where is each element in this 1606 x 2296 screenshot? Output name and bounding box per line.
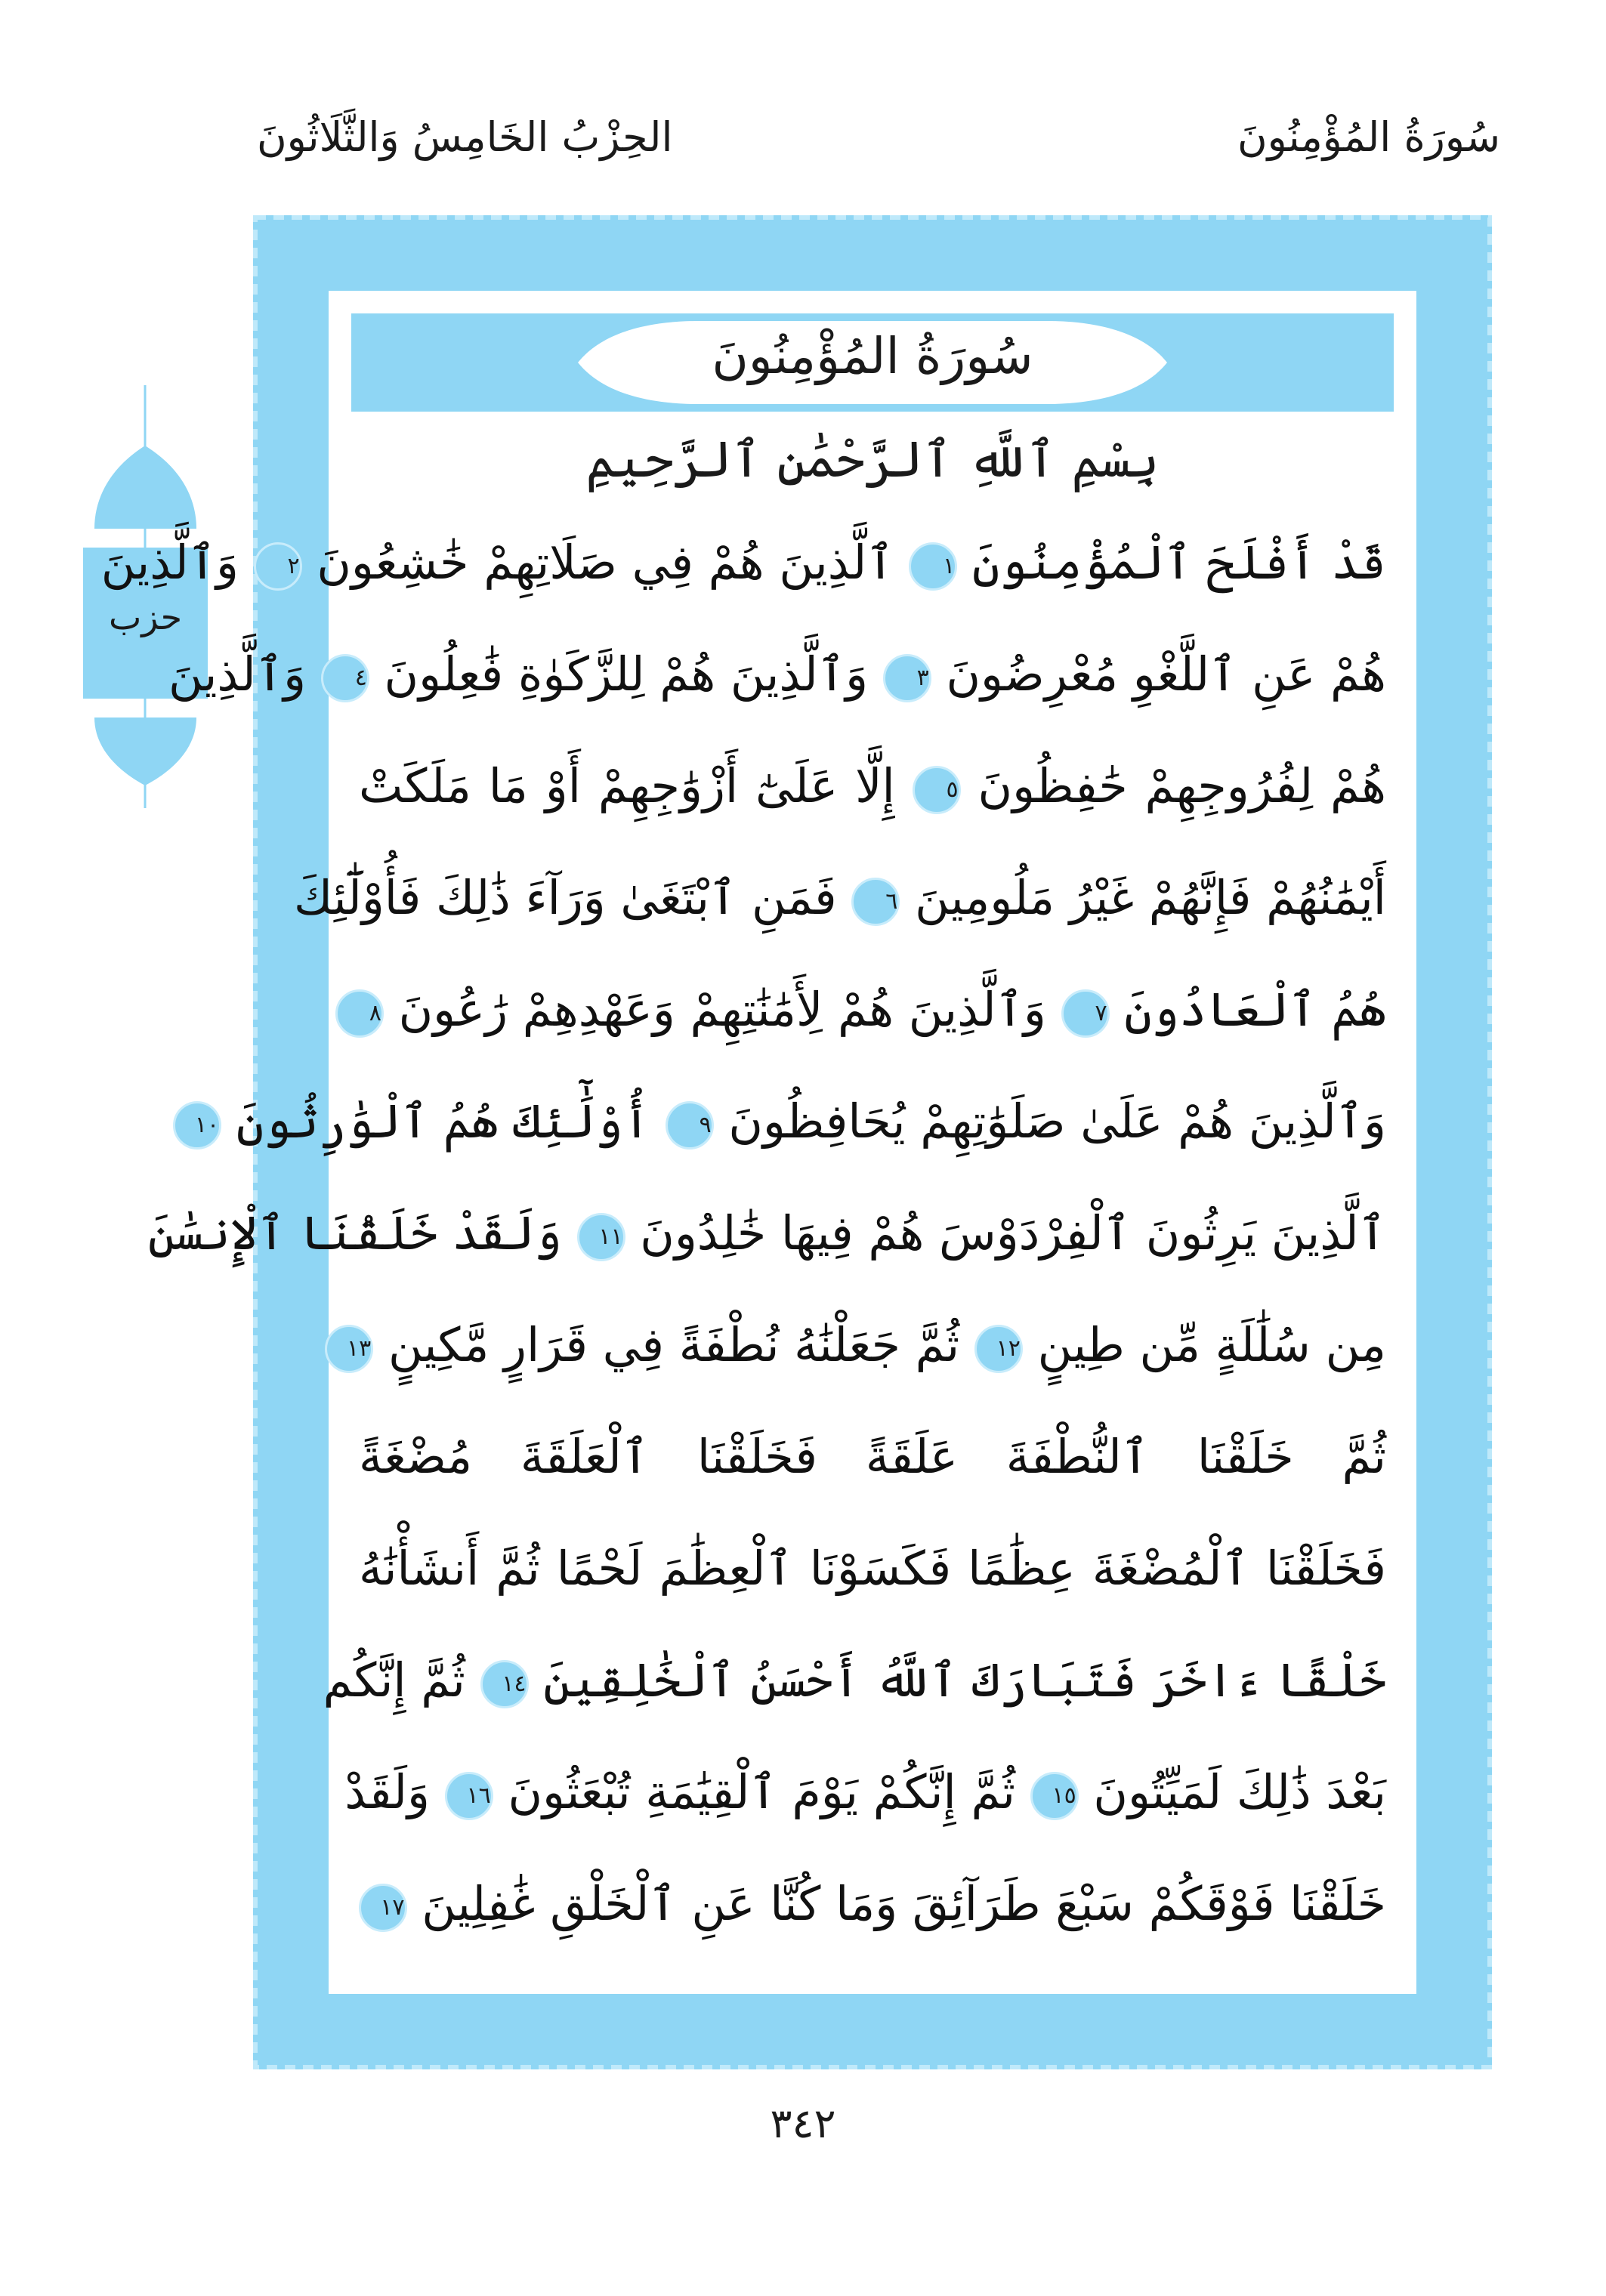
page-number: ٣٤٢ [770, 2100, 836, 2147]
verse-line [347, 1292, 1386, 1398]
verse-text: أَيْمَٰنُهُمْ فَإِنَّهُمْ غَيْرُ مَلُومِينَ [915, 870, 1386, 925]
ayah-number-marker: ١٤ [480, 1660, 529, 1708]
ayah-number-marker: ٨ [335, 989, 384, 1038]
hizb-name-header: الحِزْبُ الخَامِسُ وَالثَّلَاثُونَ [257, 113, 673, 161]
verse-line [168, 622, 1386, 727]
verse-text: هُمْ عَنِ ٱللَّغْوِ مُعْرِضُونَ [946, 647, 1386, 702]
verse-text: وَلَقَدْ [344, 1764, 430, 1819]
verse-text: وَٱلَّذِينَ هُمْ عَلَىٰ صَلَوَٰتِهِمْ يُحَافِظُونَ [728, 1094, 1386, 1149]
ayah-number-marker: ١١ [577, 1213, 625, 1261]
ayah-number-marker: ٢ [254, 542, 302, 591]
ayah-number-marker: ١٧ [359, 1884, 407, 1932]
verse-text: وَلَقَدْ خَلَقْنَا ٱلْإِنسَٰنَ [147, 1205, 562, 1261]
ayah-number-marker: ٤ [321, 654, 369, 702]
ayah-number-marker: ١٥ [1030, 1772, 1079, 1820]
verse-text: خَلْقًا ءَاخَرَ فَتَبَارَكَ ٱللَّهُ أَحْسَنُ ٱلْخَٰلِقِينَ [543, 1653, 1386, 1708]
ayah-number-marker: ٣ [883, 654, 931, 702]
verse-text: وَٱلَّذِينَ هُمْ لِأَمَٰنَٰتِهِمْ وَعَهْدِهِمْ رَٰعُونَ [398, 982, 1046, 1037]
verse-text: ثُمَّ إِنَّكُم [323, 1653, 465, 1708]
verse-text: فَخَلَقْنَا ٱلْمُضْغَةَ عِظَٰمًا فَكَسَوْنَا ٱلْعِظَٰمَ لَحْمًا ثُمَّ أَنشَأْنَٰهُ [359, 1541, 1386, 1596]
verse-line [147, 1180, 1386, 1286]
verse-text: أُوْلَٰٓئِكَ هُمُ ٱلْوَٰرِثُونَ [236, 1094, 650, 1149]
ayah-number-marker: ١٦ [445, 1772, 493, 1820]
verse-line [323, 1628, 1386, 1733]
verse-text: ٱلَّذِينَ هُمْ فِي صَلَاتِهِمْ خَٰشِعُونَ [317, 535, 894, 590]
verse-line [359, 733, 1386, 839]
verse-text: مِن سُلَٰلَةٍ مِّن طِينٍ [1037, 1317, 1386, 1372]
verse-line [100, 510, 1386, 616]
ayah-number-marker: ١ [909, 542, 957, 591]
ayah-number-marker: ٥ [913, 766, 961, 814]
verse-text: هُمْ لِفُرُوجِهِمْ حَٰفِظُونَ [977, 758, 1386, 813]
verse-text: ثُمَّ إِنَّكُمْ يَوْمَ ٱلْقِيَٰمَةِ تُبْعَثُونَ [508, 1764, 1015, 1819]
ayah-number-marker: ١٢ [974, 1325, 1023, 1373]
surah-name-header: سُورَةُ المُؤْمِنُونَ [1237, 113, 1500, 161]
verse-line [194, 1069, 1386, 1174]
verse-line [344, 1739, 1386, 1845]
verse-text: ثُمَّ جَعَلْنَٰهُ نُطْفَةً فِي قَرَارٍ مَّكِينٍ [388, 1317, 960, 1372]
verse-text: خَلَقْنَا فَوْقَكُمْ سَبْعَ طَرَآئِقَ وَمَا كُنَّا عَنِ ٱلْخَلْقِ غَٰفِلِينَ [422, 1876, 1386, 1931]
ayah-number-marker: ٧ [1061, 989, 1110, 1038]
ayah-number-marker: ٩ [666, 1101, 714, 1150]
banner-title: سُورَةُ المُؤْمِنُونَ [712, 327, 1033, 385]
verse-text: وَٱلَّذِينَ [100, 535, 239, 590]
basmala: بِسْمِ ٱللَّهِ ٱلرَّحْمَٰنِ ٱلرَّحِيمِ [585, 430, 1160, 489]
verse-text: ٱلَّذِينَ يَرِثُونَ ٱلْفِرْدَوْسَ هُمْ فِيهَا خَٰلِدُونَ [640, 1205, 1386, 1261]
ayah-number-marker: ٦ [851, 878, 900, 926]
verse-text: بَعْدَ ذَٰلِكَ لَمَيِّتُونَ [1093, 1764, 1386, 1819]
verse-text: هُمُ ٱلْعَادُونَ [1124, 982, 1386, 1037]
verse-text: وَٱلَّذِينَ [168, 647, 307, 702]
verse-text: ثُمَّ خَلَقْنَا ٱلنُّطْفَةَ عَلَقَةً فَخَلَقْنَا ٱلْعَلَقَةَ مُضْغَةً [359, 1429, 1386, 1484]
surah-banner [351, 313, 1394, 412]
verse-line [359, 1516, 1386, 1622]
verse-text: قَدْ أَفْلَحَ ٱلْمُؤْمِنُونَ [971, 535, 1386, 590]
verse-line [359, 1404, 1386, 1510]
verse-line [293, 845, 1386, 951]
verse-text: إِلَّا عَلَىٰٓ أَزْوَٰجِهِمْ أَوْ مَا مَلَكَتْ [359, 758, 895, 813]
verse-text: فَمَنِ ٱبْتَغَىٰ وَرَآءَ ذَٰلِكَ فَأُوْلَٰٓئِكَ [293, 870, 837, 925]
ayah-number-marker: ١٠ [173, 1101, 221, 1150]
verse-line [359, 1851, 1386, 1957]
verse-text: وَٱلَّذِينَ هُمْ لِلزَّكَوٰةِ فَٰعِلُونَ [384, 647, 869, 702]
hizb-label: حزب [108, 597, 183, 637]
verse-line [359, 957, 1386, 1063]
ayah-number-marker: ١٣ [325, 1325, 373, 1373]
